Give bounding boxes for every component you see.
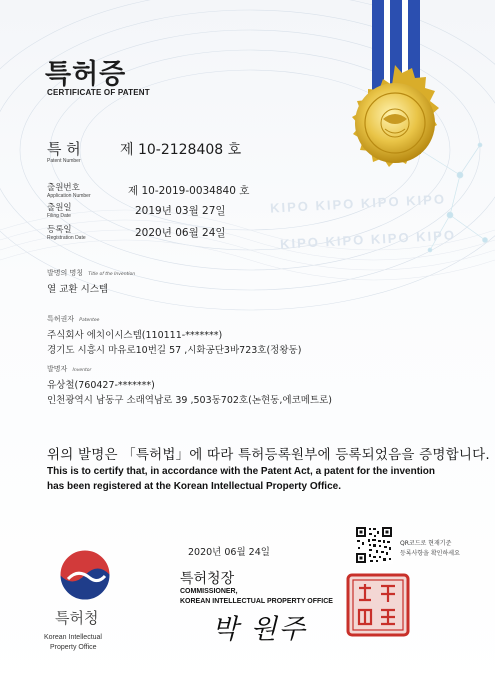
- invention-title-label-english: Title of the Invention: [88, 272, 136, 277]
- invention-title-label: 발명의 명칭 Title of the Invention: [47, 269, 136, 277]
- kipo-logo-icon: [58, 548, 112, 602]
- registration-date-value: 2020년 06월 24일: [135, 227, 226, 239]
- patentee-name: 주식회사 에치이시스템(110111-*******): [47, 330, 223, 341]
- inventor-label: 발명자 Inventor: [47, 365, 92, 373]
- application-number-label-english: Application Number: [47, 193, 91, 199]
- certification-statement-english: This is to certify that, in accordance with the Patent Act, a patent for the invention has been registered at the Korean Intellectual Property Office.: [47, 466, 436, 492]
- inventor-address: 인천광역시 남동구 소래역남로 39 ,503동702호(논현동,에코메트로): [47, 395, 332, 406]
- patentee-label-english: Patentee: [79, 318, 100, 323]
- patent-number-value: 제 10-2128408 호: [120, 142, 242, 158]
- patent-number-label-english: Patent Number: [47, 158, 81, 164]
- office-name-english-line1: Korean Intellectual: [44, 634, 102, 641]
- commissioner-title-korean: 특허청장: [180, 571, 235, 587]
- commissioner-signature: 박 원주: [212, 614, 307, 645]
- qr-instruction-line1: QR코드로 현재기준: [400, 540, 452, 547]
- commissioner-title-english-line1: COMMISSIONER,: [180, 588, 238, 595]
- official-seal-stamp: [345, 572, 411, 638]
- application-number-label: 출원번호: [47, 183, 80, 193]
- qr-code[interactable]: [355, 526, 393, 564]
- kipo-watermark: KIPO KIPO KIPO KIPO: [269, 191, 447, 216]
- issue-date: 2020년 06월 24일: [188, 547, 270, 558]
- patentee-address: 경기도 시흥시 마유로10번길 57 ,시화공단3바723호(정왕동): [47, 345, 302, 356]
- application-number-value: 제 10-2019-0034840 호: [128, 185, 250, 197]
- office-name-korean: 특허청: [55, 609, 99, 627]
- filing-date-label-english: Filing Date: [47, 213, 71, 219]
- certificate-title-english: CERTIFICATE OF PATENT: [47, 88, 150, 97]
- registration-date-label: 등록일: [47, 225, 72, 235]
- certification-statement-korean: 위의 발명은 「특허법」에 따라 특허등록원부에 등록되었음을 증명합니다.: [47, 447, 490, 463]
- qr-instruction-line2: 등록사항을 확인하세요: [400, 550, 460, 557]
- registration-date-label-english: Registration Date: [47, 235, 86, 241]
- patent-number-label: 특 허: [47, 140, 81, 158]
- filing-date-value: 2019년 03월 27일: [135, 205, 226, 217]
- filing-date-label: 출원일: [47, 203, 72, 213]
- commissioner-title-english-line2: KOREAN INTELLECTUAL PROPERTY OFFICE: [180, 598, 333, 605]
- invention-title-value: 열 교환 시스템: [47, 284, 109, 295]
- office-name-english-line2: Property Office: [50, 644, 97, 651]
- certificate-title: 특허증: [45, 59, 127, 90]
- gold-seal-emblem: [330, 0, 470, 200]
- inventor-label-english: Inventor: [72, 368, 92, 373]
- patentee-label: 특허권자 Patentee: [47, 315, 100, 323]
- inventor-name: 유상철(760427-*******): [47, 380, 155, 391]
- kipo-watermark: KIPO KIPO KIPO KIPO: [279, 227, 457, 252]
